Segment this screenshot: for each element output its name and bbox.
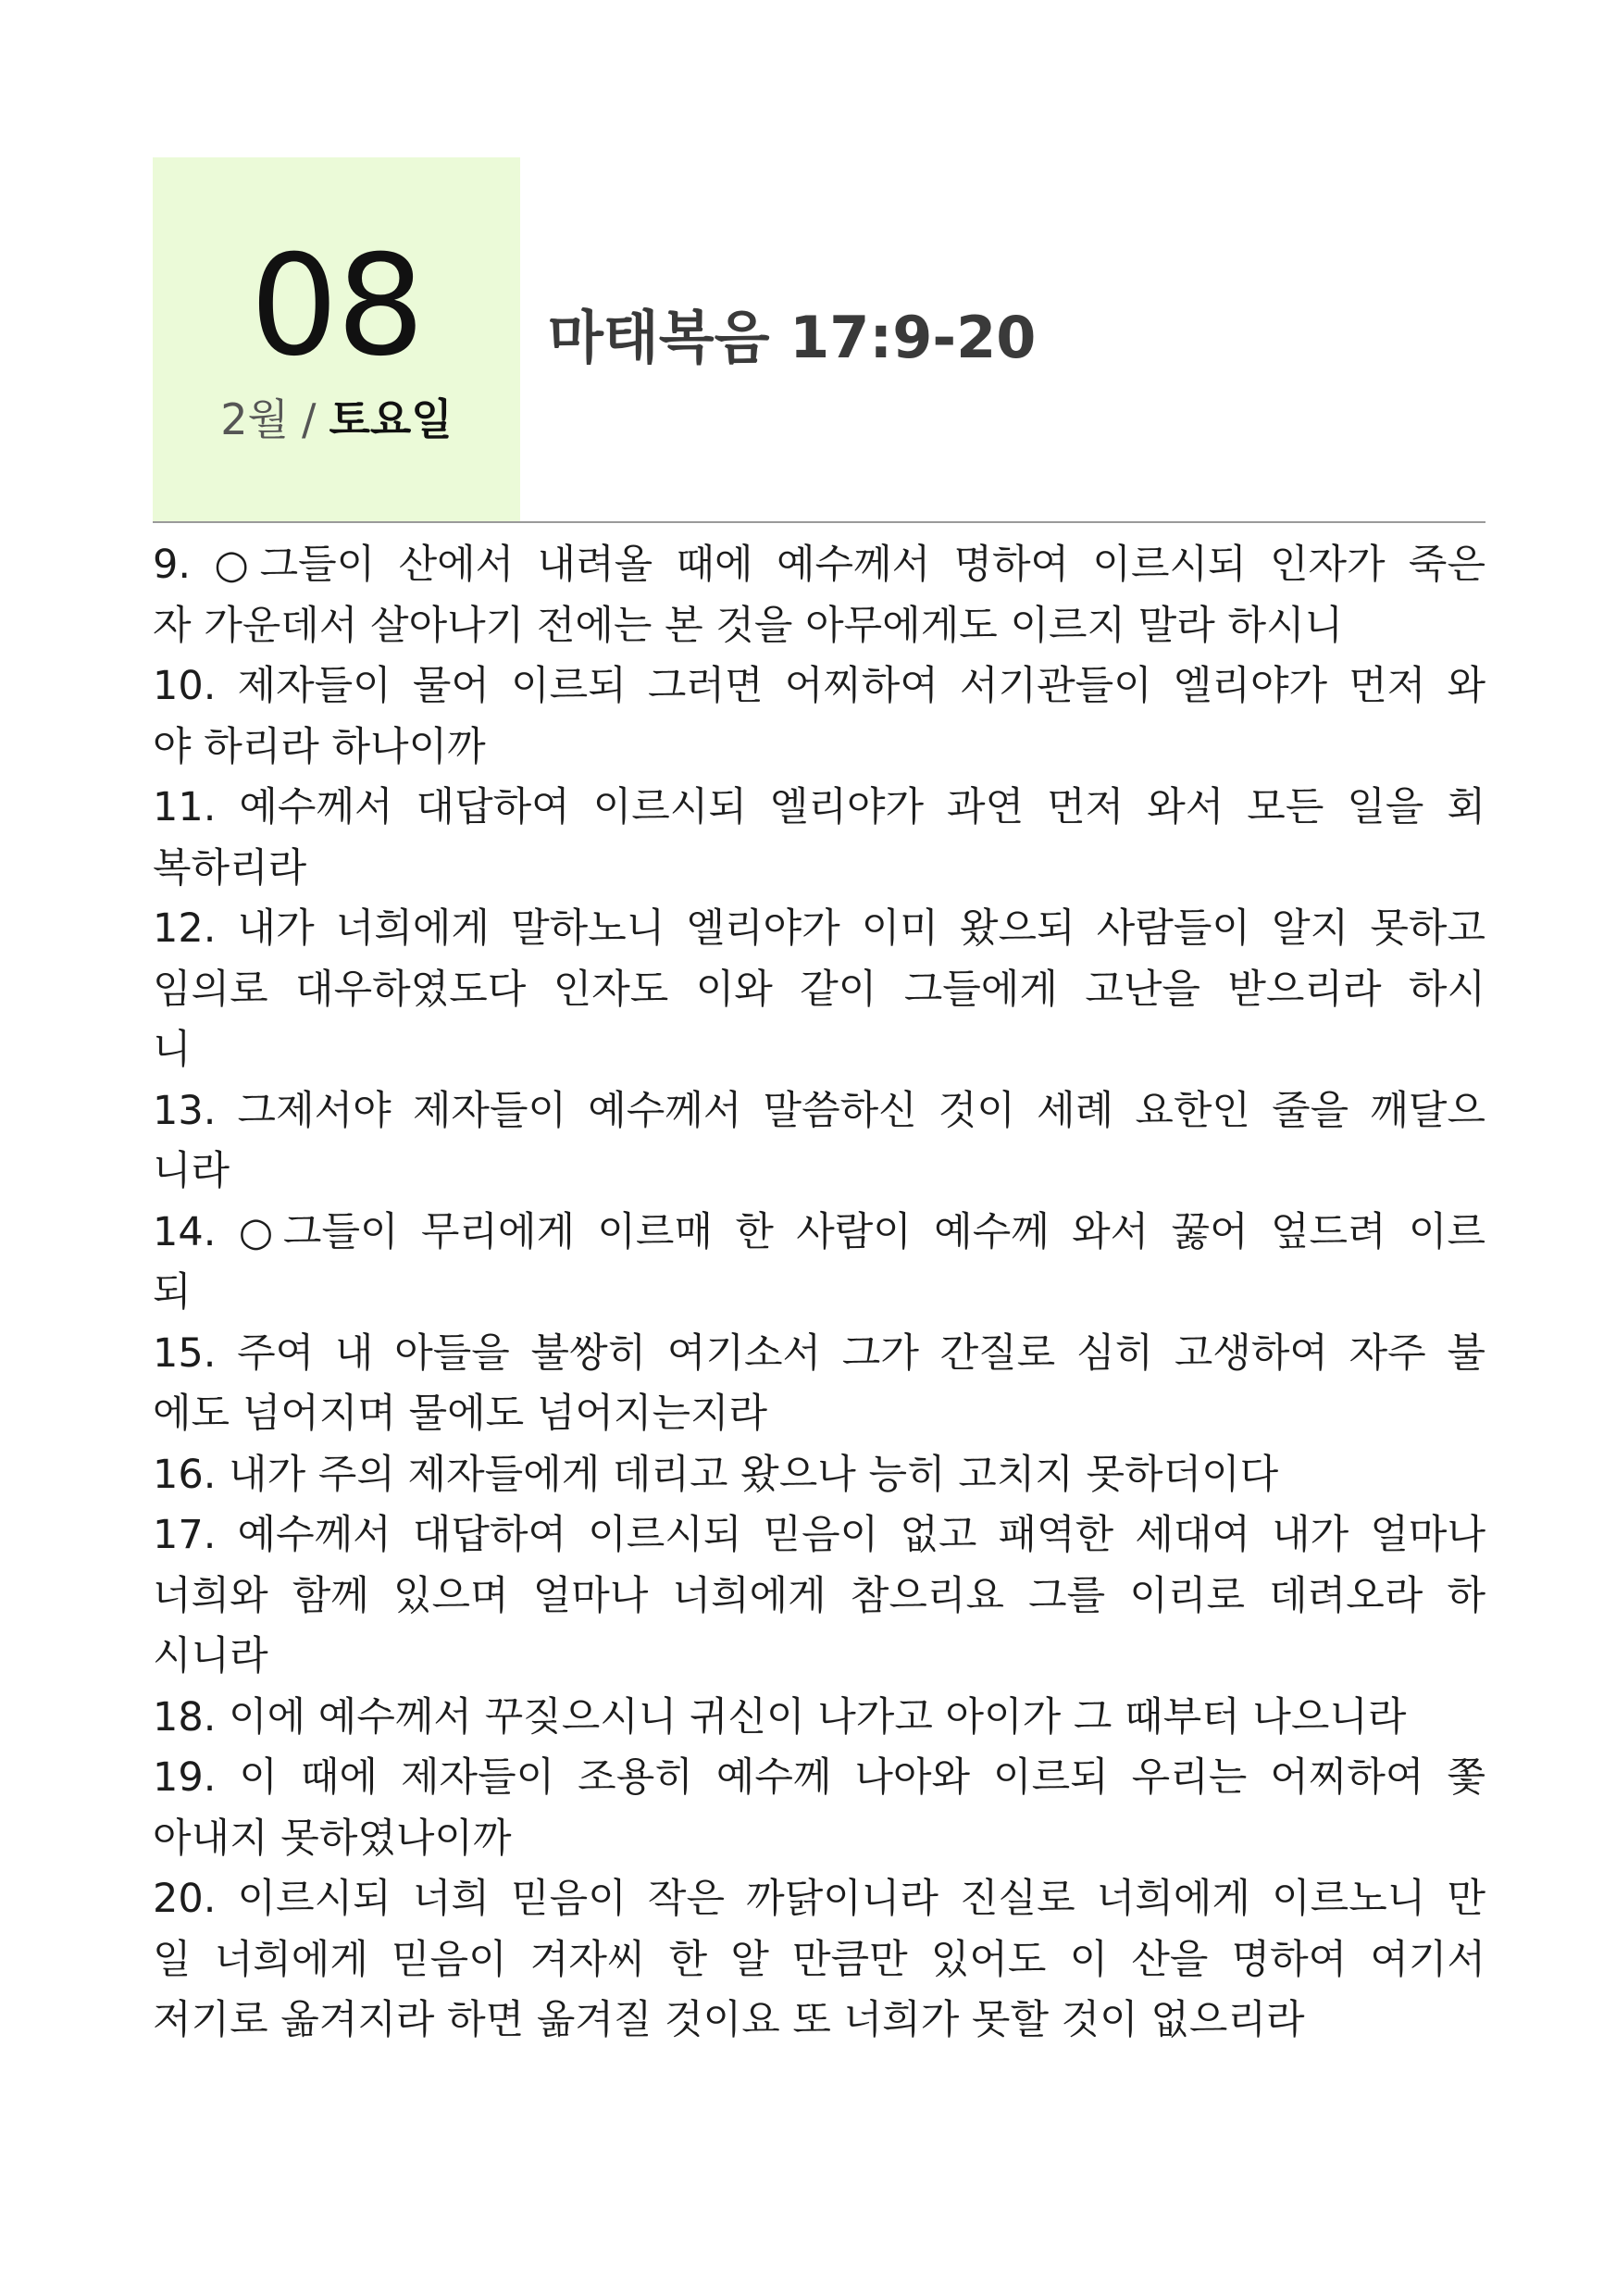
verse-line: 13. 그제서야 제자들이 예수께서 말씀하신 것이 세례 요한인 줄을 깨달으 [153, 1087, 1485, 1134]
verse-line: 저기로 옮겨지라 하면 옮겨질 것이요 또 너희가 못할 것이 없으리라 [153, 1997, 1305, 2043]
verse-line: 11. 예수께서 대답하여 이르시되 엘리야가 과연 먼저 와서 모든 일을 회 [153, 784, 1485, 830]
verse-line: 20. 이르시되 너희 믿음이 작은 까닭이니라 진실로 너희에게 이르노니 만 [153, 1876, 1485, 1922]
verse-line: 14. ○그들이 무리에게 이르매 한 사람이 예수께 와서 꿇어 엎드려 이르 [153, 1208, 1485, 1255]
date-subtitle [153, 393, 520, 445]
verse-line: 12. 내가 너희에게 말하노니 엘리야가 이미 왔으되 사람들이 알지 못하고 [153, 905, 1485, 952]
verse-line: 16. 내가 주의 제자들에게 데리고 왔으나 능히 고치지 못하더이다 [153, 1451, 1279, 1498]
date-separator: / [301, 394, 317, 444]
verse-line: 19. 이 때에 제자들이 조용히 예수께 나아와 이르되 우리는 어찌하여 쫓 [153, 1754, 1485, 1801]
verse-line: 자 가운데서 살아나기 전에는 본 것을 아무에게도 이르지 말라 하시니 [153, 602, 1344, 649]
verse-line: 임의로 대우하였도다 인자도 이와 같이 그들에게 고난을 받으리라 하시 [153, 966, 1485, 1013]
verse-line: 니라 [153, 1148, 230, 1194]
verse-line: 복하리라 [153, 844, 307, 892]
verse-list [153, 535, 1485, 2052]
verse-line: 17. 예수께서 대답하여 이르시되 믿음이 없고 패역한 세대여 내가 얼마나 [153, 1512, 1485, 1558]
month-label: 2월 [220, 394, 289, 444]
verse-line: 에도 넘어지며 물에도 넘어지는지라 [153, 1391, 768, 1437]
day-number: 08 [250, 226, 423, 387]
verse-line: 10. 제자들이 물어 이르되 그러면 어찌하여 서기관들이 엘리야가 먼저 와 [153, 663, 1485, 709]
verse-line: 시니라 [153, 1633, 268, 1679]
verse-line: 9. ○그들이 산에서 내려올 때에 예수께서 명하여 이르시되 인자가 죽은 [153, 542, 1485, 588]
verse-line: 너희와 함께 있으며 얼마나 너희에게 참으리요 그를 이리로 데려오라 하 [153, 1572, 1485, 1619]
verse-line: 15. 주여 내 아들을 불쌍히 여기소서 그가 간질로 심히 고생하여 자주 불 [153, 1329, 1485, 1377]
header-divider [153, 521, 1485, 523]
verse-line: 18. 이에 예수께서 꾸짖으시니 귀신이 나가고 아이가 그 때부터 나으니라 [153, 1693, 1407, 1741]
verse-line: 아내지 못하였나이까 [153, 1815, 512, 1862]
verse-line: 니 [153, 1027, 192, 1073]
weekday-label: 토요일 [329, 394, 453, 444]
passage-reference: 마태복음 17:9-20 [548, 304, 1037, 371]
date-box [153, 157, 520, 521]
verse-line: 되 [153, 1269, 192, 1316]
verse-line: 일 너희에게 믿음이 겨자씨 한 알 만큼만 있어도 이 산을 명하여 여기서 [153, 1936, 1485, 1983]
verse-line: 야 하리라 하나이까 [153, 723, 486, 770]
